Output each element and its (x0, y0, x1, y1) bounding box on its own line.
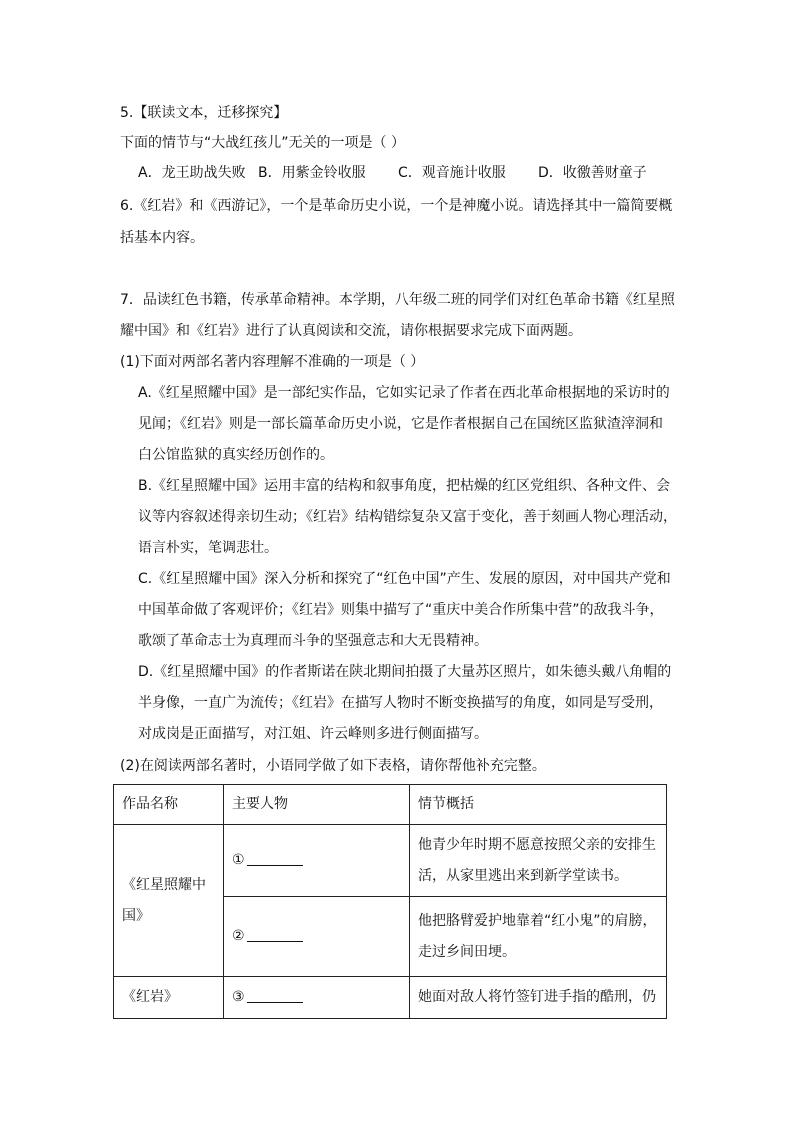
q5-stem: 下面的情节与“大战红孩儿”无关的一项是（ ） (120, 135, 405, 151)
q7-intro-line-2: 耀中国》和《红岩》进行了认真阅读和交流，请你根据要求完成下面两题。 (120, 323, 582, 339)
q7-intro-line-1: 7．品读红色书籍，传承革命精神。本学期，八年级二班的同学们对红色革命书籍《红星照 (120, 292, 675, 308)
q7-option-d-line-1: D.《红星照耀中国》的作者斯诺在陕北期间拍摄了大量苏区照片，如朱德头戴八角帽的 (138, 664, 672, 680)
q7-option-a-line-2: 见闻；《红岩》则是一部长篇革命历史小说，它是作者根据自己在国统区监狱渣滓洞和 (138, 416, 663, 432)
q5-option-c: C．观音施计收服 (398, 165, 506, 181)
q7-option-c-line-1: C.《红星照耀中国》深入分析和探究了“红色中国”产生、发展的原因，对中国共产党和 (138, 571, 671, 587)
table-header-row (114, 785, 667, 825)
table-cell-plot-2 (410, 897, 667, 977)
book-1-line-2: 国》 (122, 907, 150, 924)
table-cell-character-3 (224, 977, 410, 1019)
q5-option-b: B．用紫金铃收服 (258, 165, 366, 181)
plot-2-line-1: 他把胳臂爱护地靠着“红小鬼”的肩膀， (418, 912, 657, 929)
q7-option-d-line-3: 对成岗是正面描写，对江姐、许云峰则多进行侧面描写。 (138, 726, 488, 742)
table-cell-plot-1 (410, 825, 667, 897)
q5-option-a: A．龙王助战失败 (138, 165, 246, 181)
blank-mark-1: ① (232, 852, 245, 868)
q6-line-1: 6.《红岩》和《西游记》，一个是革命历史小说，一个是神魔小说。请选择其中一篇简要概 (120, 198, 673, 214)
blank-mark-3: ③ (232, 989, 245, 1005)
q7-sub1: (1)下面对两部名著内容理解不准确的一项是（ ） (120, 354, 425, 370)
table-row (114, 825, 667, 897)
q5-heading: 5.【联读文本，迁移探究】 (120, 105, 288, 121)
q7-option-b-line-3: 语言朴实，笔调悲壮。 (138, 540, 278, 556)
q7-sub2: (2)在阅读两部名著时，小语同学做了如下表格，请你帮他补充完整。 (120, 758, 546, 774)
table-header-character: 主要人物 (224, 785, 410, 825)
table-cell-character-1 (224, 825, 410, 897)
q7-option-d-line-2: 半身像，一直广为流传；《红岩》在描写人物时不断变换描写的角度，如同是写受刑， (138, 695, 663, 711)
table-cell-book-1 (114, 825, 224, 977)
q7-option-a-line-3: 白公馆监狱的真实经历创作的。 (138, 447, 334, 463)
table-header-book: 作品名称 (114, 785, 224, 825)
table-cell-plot-3: 她面对敌人将竹签钉进手指的酷刑，仍 (410, 977, 667, 1019)
plot-2-line-2: 走过乡间田埂。 (418, 943, 516, 960)
table-header-plot: 情节概括 (410, 785, 667, 825)
answer-blank-2[interactable] (247, 927, 303, 942)
q7-option-b-line-2: 议等内容叙述得亲切生动；《红岩》结构错综复杂又富于变化，善于刻画人物心理活动， (138, 509, 677, 525)
q5-option-d: D．收徼善财童子 (538, 165, 647, 181)
table-row (114, 977, 667, 1019)
q7-option-c-line-3: 歌颂了革命志士为真理而斗争的坚强意志和大无畏精神。 (138, 633, 488, 649)
q7-option-a-line-1: A.《红星照耀中国》是一部纪实作品，它如实记录了作者在西北革命根据地的采访时的 (138, 385, 670, 401)
plot-1-line-2: 活，从家里逃出来到新学堂读书。 (418, 867, 628, 884)
q6-line-2: 括基本内容。 (120, 230, 204, 246)
table-cell-character-2 (224, 897, 410, 977)
plot-1-line-1: 他青少年时期不愿意按照父亲的安排生 (418, 836, 656, 853)
answer-blank-1[interactable] (247, 851, 303, 866)
book-1-line-1: 《红星照耀中 (122, 876, 206, 893)
blank-mark-2: ② (232, 928, 245, 944)
table-cell-book-2: 《红岩》 (114, 977, 224, 1019)
reading-table (113, 784, 667, 1019)
q7-option-c-line-2: 中国革命做了客观评价；《红岩》则集中描写了“重庆中美合作所集中营”的敌我斗争， (138, 602, 664, 618)
q7-option-b-line-1: B.《红星照耀中国》运用丰富的结构和叙事角度，把枯燥的红区党组织、各种文件、会 (138, 478, 671, 494)
answer-blank-3[interactable] (247, 988, 303, 1003)
